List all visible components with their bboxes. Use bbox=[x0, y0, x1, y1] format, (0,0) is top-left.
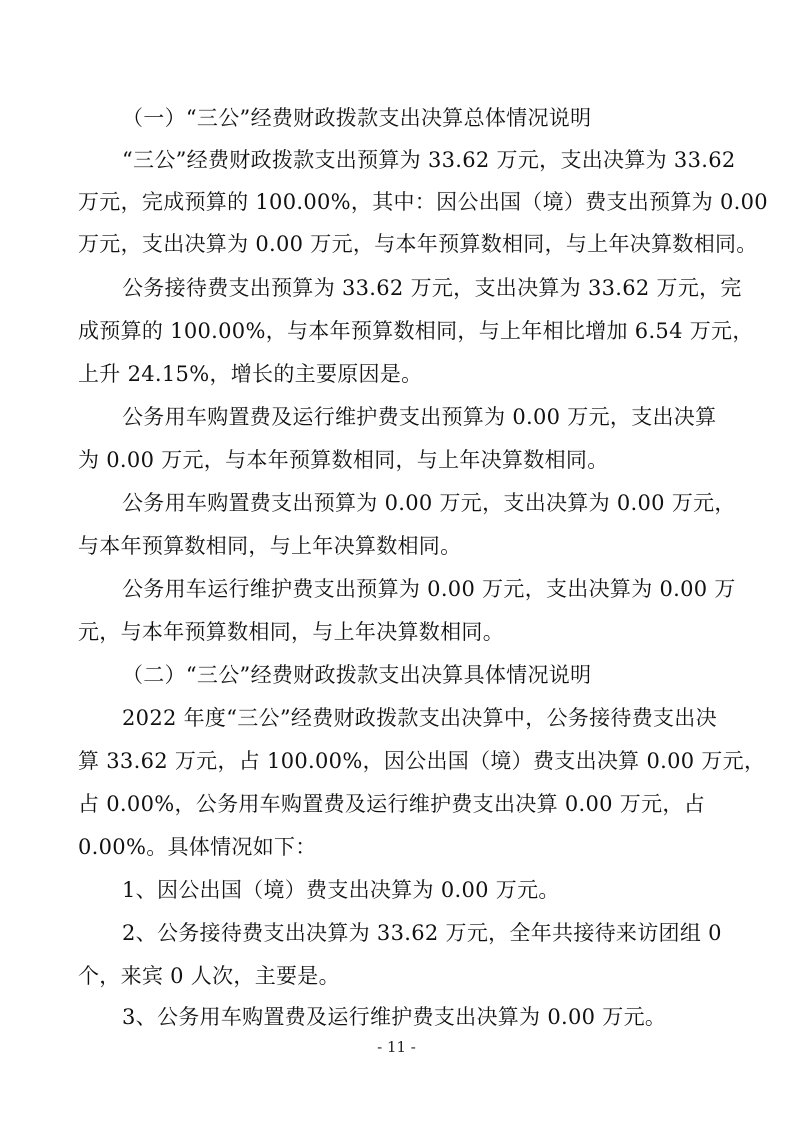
paragraph-line: 万元，支出决算为 0.00 万元，与本年预算数相同，与上年决算数相同。 bbox=[78, 232, 758, 256]
paragraph-line: 0.00%。具体情况如下： bbox=[78, 835, 317, 859]
paragraph-line: 算 33.62 万元，占 100.00%，因公出国（境）费支出决算 0.00 万元， bbox=[78, 749, 766, 773]
paragraph-line: 公务用车运行维护费支出预算为 0.00 万元，支出决算为 0.00 万 bbox=[122, 577, 736, 601]
list-item-continuation: 个，来宾 0 人次，主要是。 bbox=[78, 964, 340, 988]
page-number: - 11 - bbox=[377, 1038, 416, 1056]
paragraph-line: 公务用车购置费支出预算为 0.00 万元，支出决算为 0.00 万元， bbox=[122, 491, 736, 515]
paragraph-line: 与本年预算数相同，与上年决算数相同。 bbox=[78, 534, 462, 558]
paragraph-line: 上升 24.15%，增长的主要原因是。 bbox=[78, 362, 423, 386]
paragraph-line: 2022 年度“三公”经费财政拨款支出决算中，公务接待费支出决 bbox=[122, 706, 717, 730]
section-heading-1: （一）“三公”经费财政拨款支出决算总体情况说明 bbox=[122, 106, 592, 130]
paragraph-line: 成预算的 100.00%，与本年预算数相同，与上年相比增加 6.54 万元， bbox=[78, 319, 754, 343]
list-item: 2、公务接待费支出决算为 33.62 万元，全年共接待来访团组 0 bbox=[122, 921, 722, 945]
section-heading-2: （二）“三公”经费财政拨款支出决算具体情况说明 bbox=[122, 663, 592, 687]
paragraph-line: 公务接待费支出预算为 33.62 万元，支出决算为 33.62 万元，完 bbox=[122, 276, 742, 300]
paragraph-line: “三公”经费财政拨款支出预算为 33.62 万元，支出决算为 33.62 bbox=[122, 148, 736, 172]
list-item: 1、因公出国（境）费支出决算为 0.00 万元。 bbox=[122, 878, 560, 902]
paragraph-line: 万元，完成预算的 100.00%，其中：因公出国（境）费支出预算为 0.00 bbox=[78, 190, 768, 214]
paragraph-line: 公务用车购置费及运行维护费支出预算为 0.00 万元，支出决算 bbox=[122, 405, 717, 429]
paragraph-line: 为 0.00 万元，与本年预算数相同，与上年决算数相同。 bbox=[78, 448, 609, 472]
paragraph-line: 元，与本年预算数相同，与上年决算数相同。 bbox=[78, 620, 504, 644]
list-item: 3、公务用车购置费及运行维护费支出决算为 0.00 万元。 bbox=[122, 1005, 667, 1029]
paragraph-line: 占 0.00%，公务用车购置费及运行维护费支出决算 0.00 万元，占 bbox=[78, 792, 705, 816]
